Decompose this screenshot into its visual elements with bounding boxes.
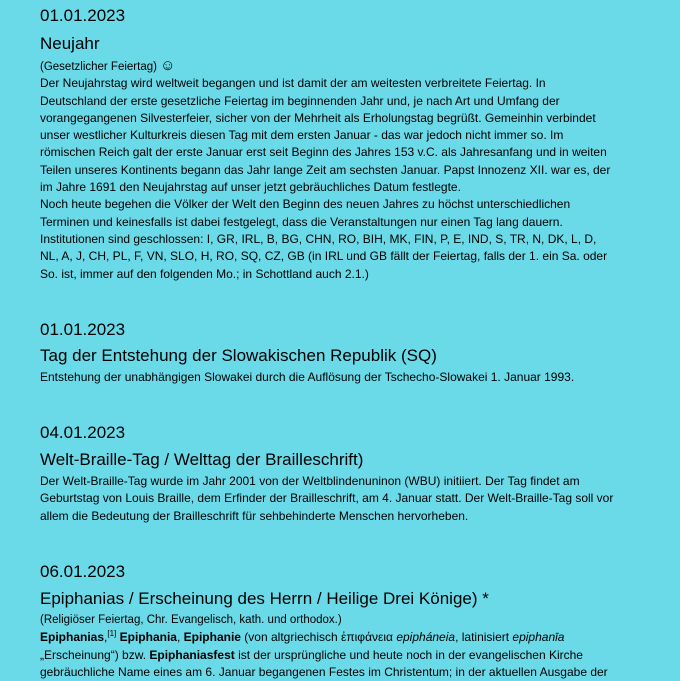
footnote-ref-link[interactable]: [1] xyxy=(107,629,117,639)
body-text: (von altgriechisch xyxy=(240,630,342,645)
entry-body xyxy=(40,473,660,525)
body-line xyxy=(40,647,660,664)
body-line: Epiphanias,[1] Epiphania, Epiphanie (von altgriechisch ἐπιφάνεια epipháneia, latinisiert epiphanīa xyxy=(40,629,565,645)
smiley-icon: ☺ xyxy=(160,57,176,74)
entry-title: Welt-Braille-Tag / Welttag der Brailleschrift) xyxy=(40,450,364,469)
body-text: „Erscheinung“) bzw. xyxy=(40,647,150,662)
body-line: Deutschland der erste gesetzliche Feiertag im beginnenden Jahr und, je nach Art und Umfang der xyxy=(40,93,560,108)
entry-date: 04.01.2023 xyxy=(40,423,126,442)
body-line: Terminen und keinesfalls ist dabei festgelegt, dass die Veranstaltungen nur einen Tag lang dauern. xyxy=(40,214,563,229)
entry-slowakei xyxy=(40,320,660,386)
term-epiphaniasfest: Epiphaniasfest xyxy=(149,647,235,662)
entry-subtitle: (Religiöser Feiertag, Chr. Evangelisch, kath. und orthodox.) xyxy=(40,614,342,626)
transliteration: epipháneia xyxy=(396,630,456,645)
body-line: gebräuchliche Name eines am 6. Januar begangenen Festes im Christentum; in der aktuellen Ausgabe der xyxy=(40,664,608,679)
entry-subtitle-text: (Gesetzlicher Feiertag) xyxy=(40,61,157,73)
entry-braille xyxy=(40,423,660,525)
body-line: Der Neujahrstag wird weltweit begangen und ist damit der am weitesten verbreitete Feiertag. In xyxy=(40,76,546,91)
entry-title: Tag der Entstehung der Slowakischen Republik (SQ) xyxy=(40,346,437,365)
body-line: Der Welt-Braille-Tag wurde im Jahr 2001 von der Weltblindenuninon (WBU) initiiert. Der Tag findet am xyxy=(40,474,580,488)
entry-title: Epiphanias / Erscheinung des Herrn / Heilige Drei Könige) * xyxy=(40,589,489,608)
entry-title: Neujahr xyxy=(40,34,100,53)
body-line: So. ist, immer auf den folgenden Mo.; in Schottland auch 2.1.) xyxy=(40,266,369,281)
term-epiphanie: Epiphanie xyxy=(183,630,241,645)
term-epiphanias: Epiphanias xyxy=(40,630,105,645)
body-line: NL, A, J, CH, PL, F, VN, SLO, H, RO, SQ, CZ, GB (in IRL und GB fällt der Feiertag, falls der 1. ein Sa. oder xyxy=(40,249,608,264)
body-line: Teilen unseres Kontinents begann das Jahr lange Zeit am sechsten Januar. Papst Innozenz XII. war es, der xyxy=(40,162,611,177)
body-line: römischen Reich galt der erste Januar erst seit Beginn des Jahres 153 v.C. als Jahresanfang und in weiten xyxy=(40,145,607,160)
latin-word: epiphanīa xyxy=(512,630,565,645)
entry-epiphanias xyxy=(40,562,660,681)
body-text: , latinisiert xyxy=(455,630,513,645)
body-line: im Jahre 1691 den Neujahrstag auf unser jetzt gebräuchliches Datum festlegte. xyxy=(40,180,461,195)
body-line: vorangegangenen Silvesterfeier, sicher von der Mehrheit als Erholungstag begrüßt. Gemeinhin verbindet xyxy=(40,110,596,125)
body-line: unser westlicher Kulturkreis diesen Tag mit dem ersten Januar - das war jedoch nicht immer so. Im xyxy=(40,128,564,143)
entry-neujahr xyxy=(40,6,660,283)
body-text: ist der ursprüngliche und heute noch in der evangelischen Kirche xyxy=(234,647,583,662)
body-line: allem die Bedeutung der Brailleschrift für sehbehinderte Menschen hervorheben. xyxy=(40,508,469,523)
entry-body xyxy=(40,75,660,283)
entry-date: 01.01.2023 xyxy=(40,6,126,25)
body-line: Geburtstag von Louis Braille, dem Erfinder der Brailleschrift, am 4. Januar statt. Der Welt-Braille-Tag soll vor xyxy=(40,491,614,506)
entry-date: 06.01.2023 xyxy=(40,562,126,581)
term-epiphania: Epiphania xyxy=(119,630,177,645)
entry-date: 01.01.2023 xyxy=(40,320,126,339)
greek-word: ἐπιφάνεια xyxy=(341,630,393,645)
entry-subtitle xyxy=(40,57,660,76)
body-line: Entstehung der unabhängigen Slowakei durch die Auflösung der Tschecho-Slowakei 1. Januar 1993. xyxy=(40,370,575,384)
entry-body xyxy=(40,629,660,681)
entry-body xyxy=(40,369,660,386)
body-line: Institutionen sind geschlossen: I, GR, IRL, B, BG, CHN, RO, BIH, MK, FIN, P, E, IND, S, TR, N, DK, L, D, xyxy=(40,231,597,246)
body-line: Noch heute begehen die Völker der Welt den Beginn des neuen Jahres zu höchst unterschiedlichen xyxy=(40,197,571,212)
